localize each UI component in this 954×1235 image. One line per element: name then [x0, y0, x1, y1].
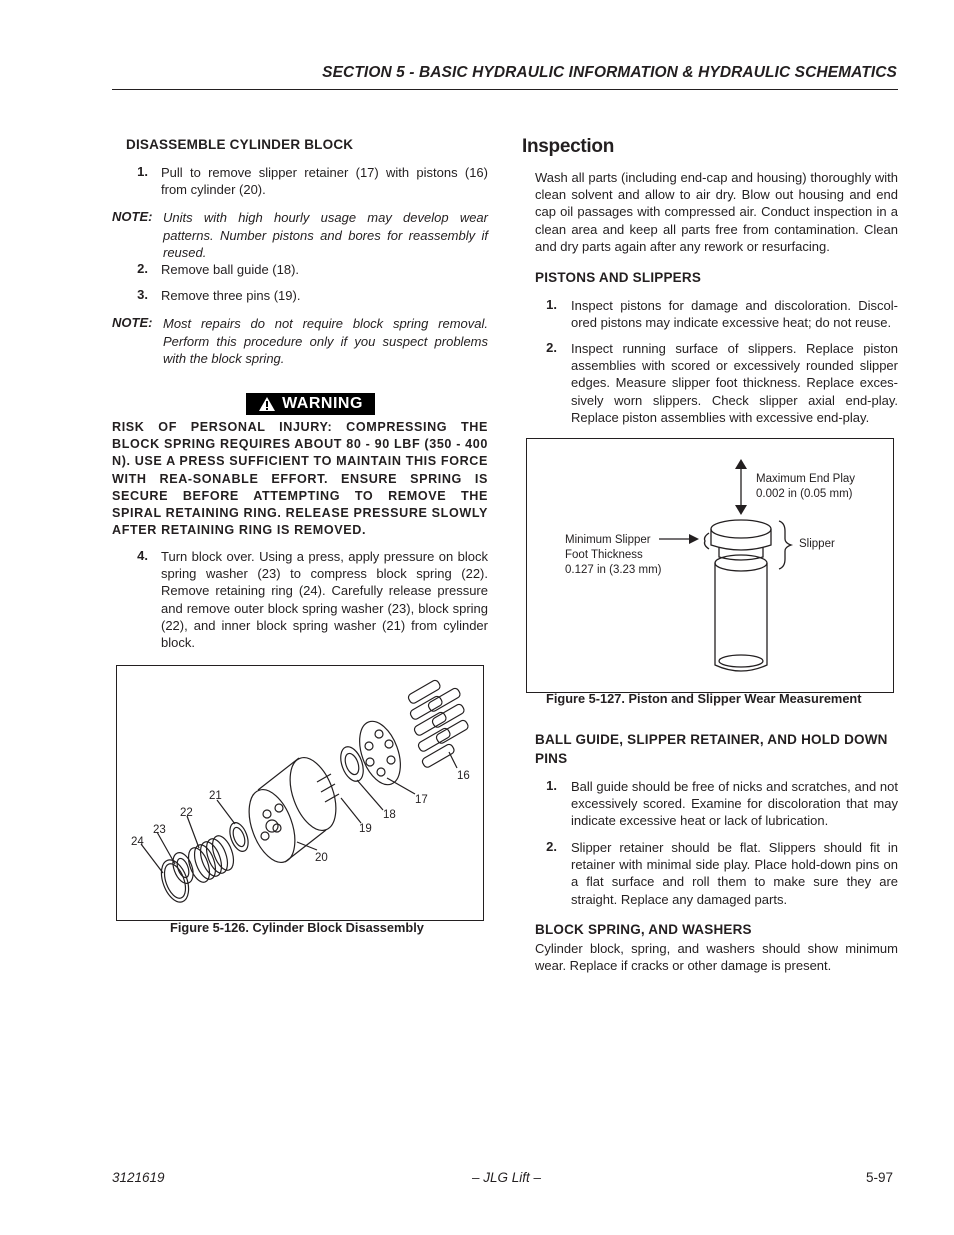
heading-block-spring: BLOCK SPRING, AND WASHERS [535, 922, 752, 937]
step-number: 2. [546, 839, 557, 854]
heading-ball-guide-cont: PINS [535, 751, 568, 766]
step-number: 2. [137, 261, 148, 276]
step-number: 1. [546, 778, 557, 793]
note-label: NOTE: [112, 315, 153, 330]
heading-pistons-and-slippers: PISTONS AND SLIPPERS [535, 270, 702, 285]
step-text: Inspect pistons for damage and discoloration. Discol-ored pistons may indicate excessive heat; do not reuse. [571, 298, 898, 331]
header-rule [112, 89, 898, 90]
step-number: 3. [137, 287, 148, 302]
footer-brand: – JLG Lift – [472, 1170, 542, 1185]
doc-number: 3121619 [112, 1170, 165, 1185]
step-text: Slipper retainer should be flat. Slippers should fit in retainer with minimal side play. Place hold-down pins on a flat surface and roll them to make sure they are straight. Replace any damaged parts. [571, 840, 898, 907]
callout-16: 16 [457, 770, 470, 782]
callout-23: 23 [153, 824, 166, 836]
warning-icon [258, 396, 276, 412]
warning-banner [246, 393, 375, 415]
figure-caption: Figure 5-126. Cylinder Block Disassembly [170, 920, 424, 935]
note-text: Units with high hourly usage may develop wear patterns. Number pistons and bores for reassembly if reused. [163, 210, 488, 261]
step-text: Remove ball guide (18). [161, 262, 300, 277]
figure-piston-slipper-wear [526, 438, 894, 693]
callout-24: 24 [131, 836, 144, 848]
figure-caption: Figure 5-127. Piston and Slipper Wear Measurement [546, 691, 862, 706]
step-number: 1. [137, 164, 148, 179]
callout-18: 18 [383, 809, 396, 821]
label-max-end-play-value: 0.002 in (0.05 mm) [756, 488, 853, 500]
page-number: 5-97 [866, 1170, 894, 1185]
warning-text: RISK OF PERSONAL INJURY: COMPRESSING THE BLOCK SPRING REQUIRES ABOUT 80 - 90 LBF (350 - 400 N). USE A PRESS SUFFICIENT TO MAINTAIN THIS FORCE WITH REA-SONABLE EFFORT. ENSURE SPRING IS SECURE BEFORE ATTEMPTING TO REMOVE THE SPIRAL RETAINING RING. RELEASE PRESSURE SLOWLY AFTER RETAINING RING IS REMOVED. [112, 420, 488, 538]
cylinder-block-diagram [117, 666, 483, 920]
heading-disassemble-cylinder-block: DISASSEMBLE CYLINDER BLOCK [126, 137, 354, 152]
label-foot-thickness: Foot Thickness [565, 549, 643, 561]
label-min-slipper: Minimum Slipper [565, 534, 651, 546]
figure-cylinder-block-disassembly [116, 665, 484, 921]
label-slipper: Slipper [799, 538, 835, 550]
warning-label: WARNING [282, 395, 363, 412]
label-min-foot-value: 0.127 in (3.23 mm) [565, 564, 662, 576]
step-text: Inspect running surface of slippers. Replace piston assemblies with scored or excessively rounded slipper edges. Measure slipper foot thickness. Replace exces-sively worn slippers. Check slipper axial end-play. Replace piston assemblies with excessive end-play. [571, 341, 898, 425]
callout-17: 17 [415, 794, 428, 806]
piston-slipper-diagram [527, 439, 893, 692]
step-number: 2. [546, 340, 557, 355]
section-title: SECTION 5 - BASIC HYDRAULIC INFORMATION & HYDRAULIC SCHEMATICS [322, 64, 897, 81]
step-text: Ball guide should be free of nicks and scratches, and not excessively scored. Examine for discoloration that may indicate excessive heat or lack of lubrication. [571, 779, 898, 829]
callout-19: 19 [359, 823, 372, 835]
step-number: 4. [137, 548, 148, 563]
step-number: 1. [546, 297, 557, 312]
label-max-end-play: Maximum End Play [756, 473, 856, 485]
step-text: Pull to remove slipper retainer (17) with pistons (16) from cylinder (20). [161, 165, 488, 198]
heading-ball-guide: BALL GUIDE, SLIPPER RETAINER, AND HOLD DOWN [535, 732, 888, 747]
heading-inspection: Inspection [522, 136, 615, 157]
block-spring-text: Cylinder block, spring, and washers should show minimum wear. Replace if cracks or other damage is present. [535, 941, 898, 974]
note-text: Most repairs do not require block spring removal. Perform this procedure only if you suspect problems with the block spring. [163, 316, 488, 367]
inspection-intro: Wash all parts (including end-cap and housing) thoroughly with clean solvent and allow to air dry. Blow out housing and end cap oil passages with compressed air. Conduct inspection in a clean area and keep all parts free from contamination. Clean and dry parts again after any rework or resurfacing. [535, 170, 898, 254]
step-text: Turn block over. Using a press, apply pressure on block spring washer (23) to compress block spring (22). Remove retaining ring (24). Carefully release pressure and remove outer block spring washer (23), block spring (22), and inner block spring washer (21) from cylinder block. [161, 549, 488, 651]
step-text: Remove three pins (19). [161, 288, 301, 303]
callout-21: 21 [209, 790, 222, 802]
callout-22: 22 [180, 807, 193, 819]
callout-20: 20 [315, 852, 328, 864]
note-label: NOTE: [112, 209, 153, 224]
